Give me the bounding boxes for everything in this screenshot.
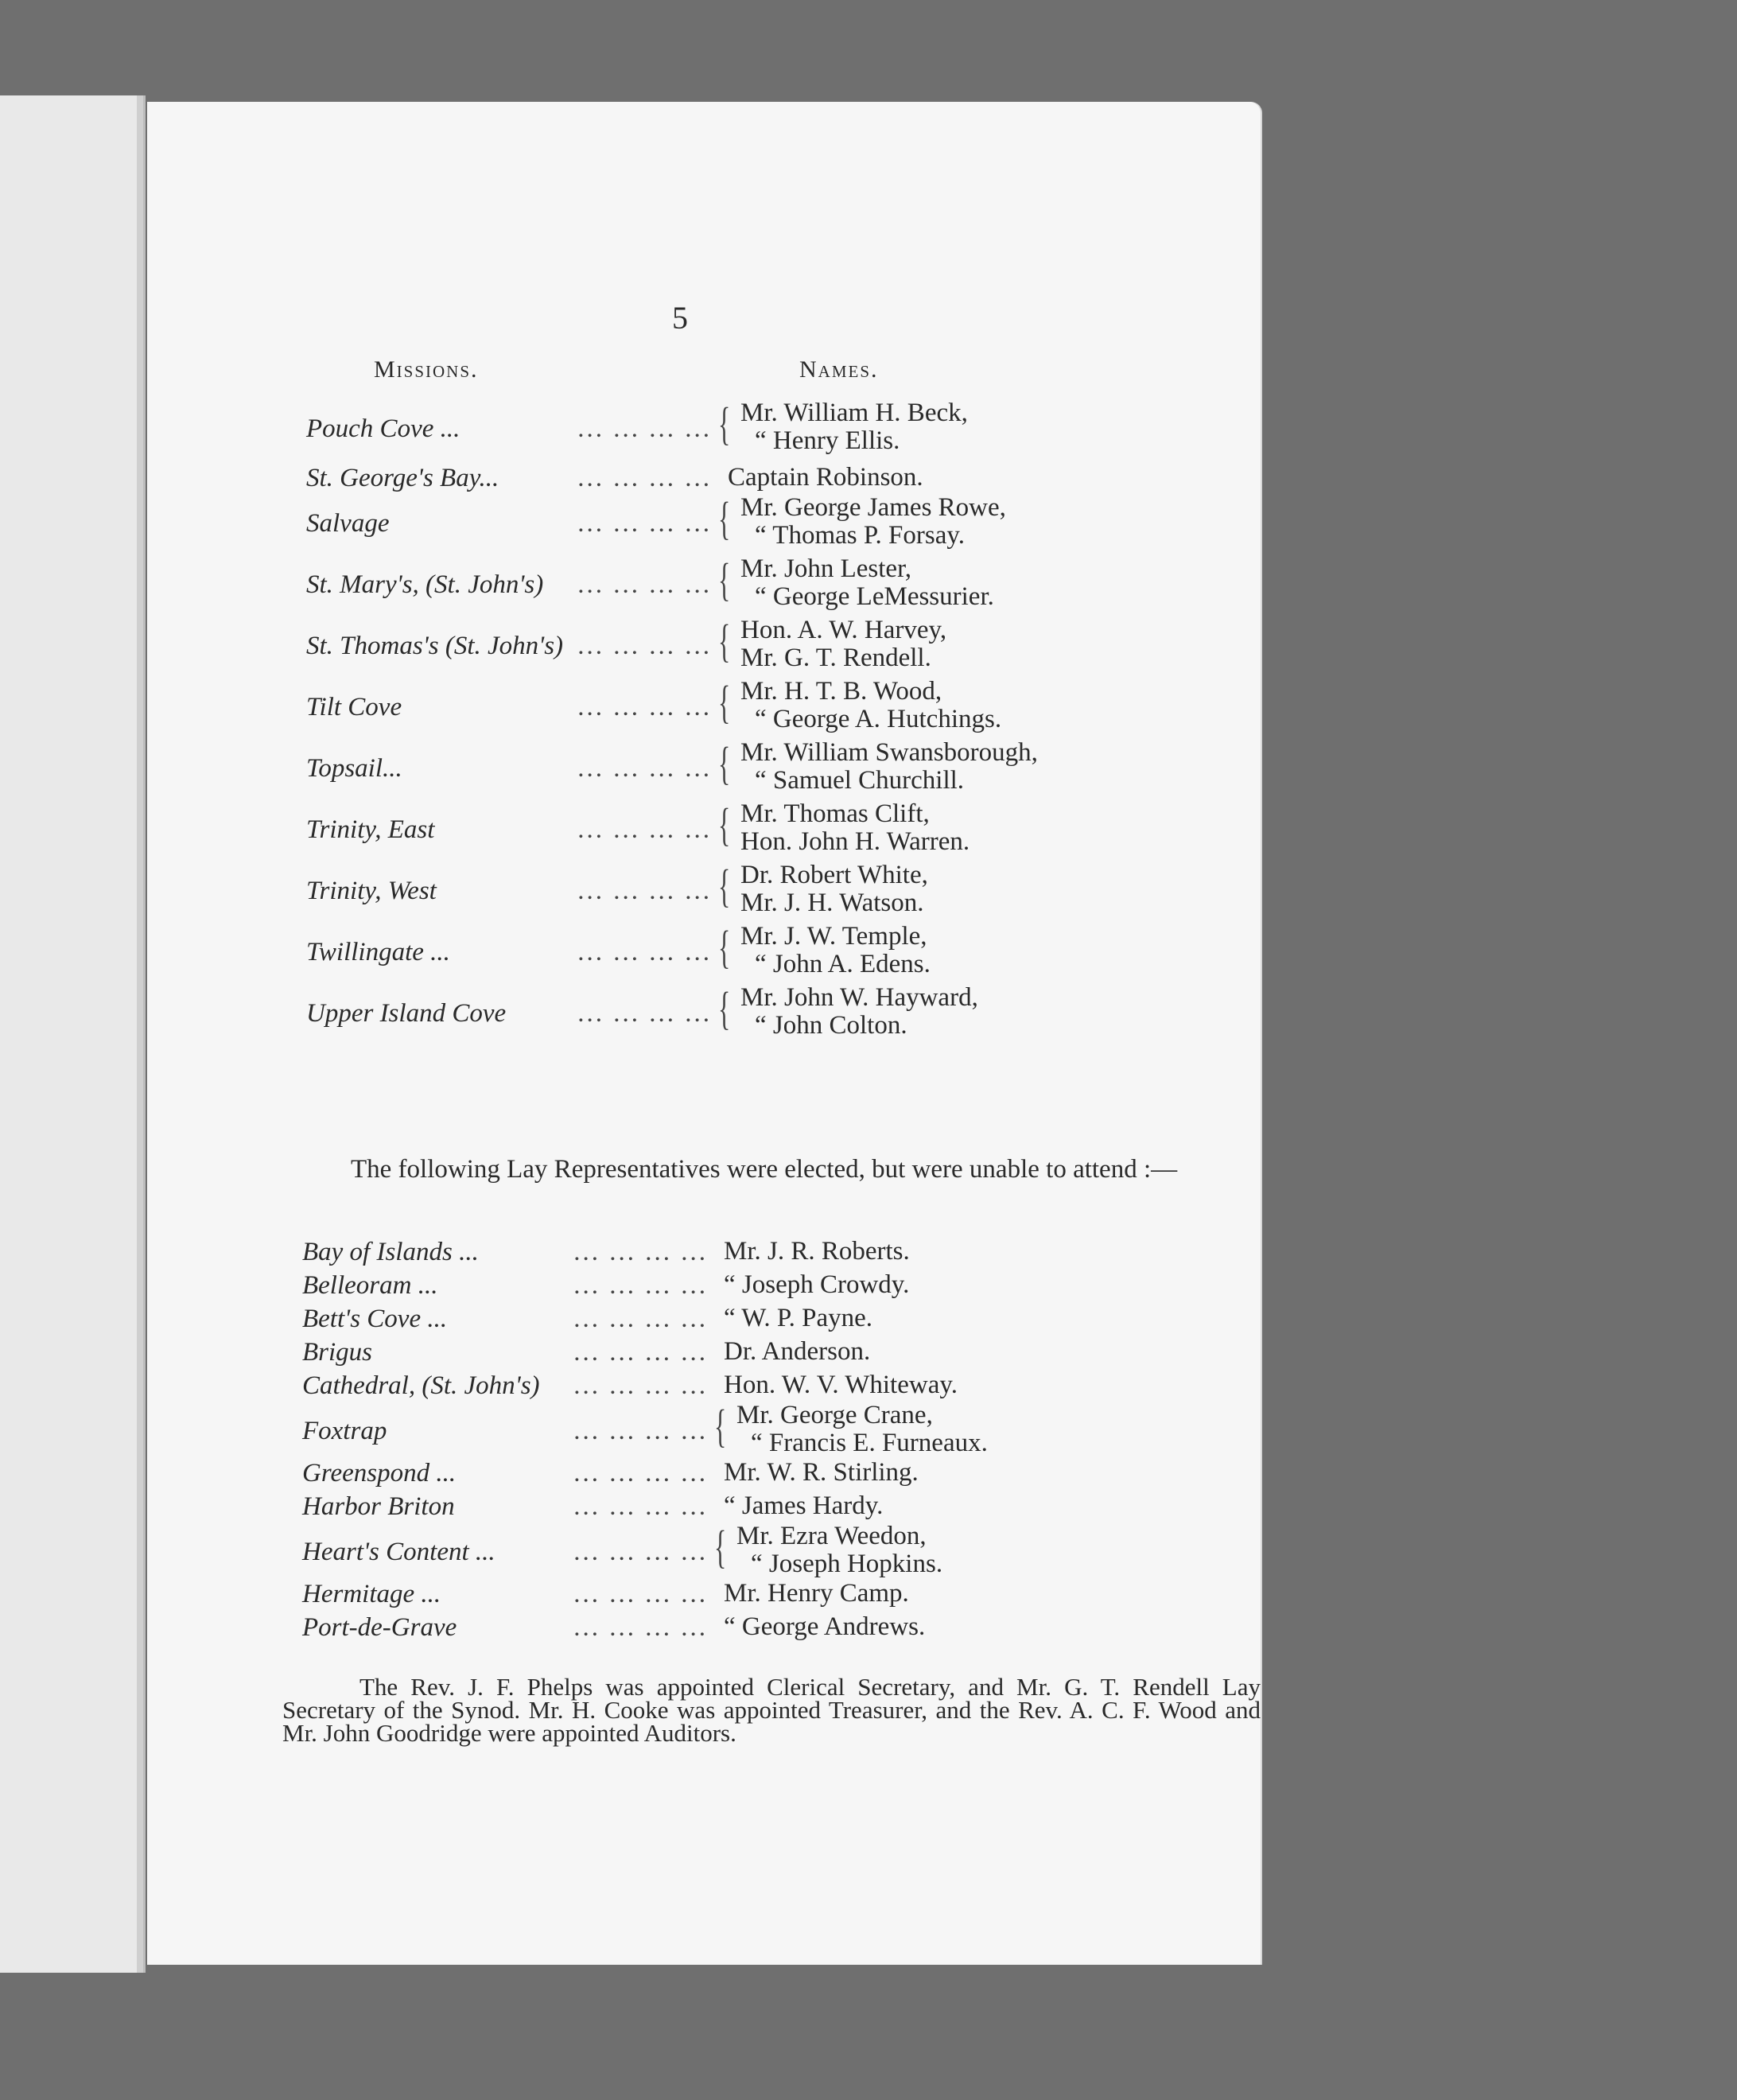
representative-names <box>724 1271 909 1299</box>
representative-name: “ George LeMessurier. <box>755 582 994 611</box>
representative-names <box>724 1305 872 1332</box>
representative-name: Dr. Anderson. <box>724 1337 871 1366</box>
mission-row <box>302 1238 1217 1270</box>
representative-names <box>740 494 1006 550</box>
representative-name: Mr. H. T. B. Wood, <box>740 677 942 706</box>
mission-row <box>306 799 1221 856</box>
mission-row <box>302 1338 1217 1370</box>
leader-dots: ... ... ... ... <box>573 1338 708 1367</box>
mission-name: Trinity, West <box>306 877 437 905</box>
brace: { <box>718 737 731 789</box>
representative-name: Dr. Robert White, <box>740 861 928 889</box>
facing-page-edge <box>0 95 146 1973</box>
mission-name: Harbor Briton <box>302 1492 455 1521</box>
leader-dots: ... ... ... ... <box>577 693 712 721</box>
leader-dots: ... ... ... ... <box>573 1238 708 1266</box>
representative-names <box>740 984 978 1040</box>
mission-name: Bay of Islands ... <box>302 1238 479 1266</box>
mission-row <box>306 737 1221 795</box>
mission-name: Foxtrap <box>302 1417 387 1445</box>
leader-dots: ... ... ... ... <box>573 1459 708 1488</box>
leader-dots: ... ... ... ... <box>573 1305 708 1333</box>
representative-names <box>724 1238 910 1266</box>
unable-intro: The following Lay Representatives were elected, but were unable to attend :— <box>351 1155 1178 1184</box>
leader-dots: ... ... ... ... <box>573 1371 708 1400</box>
leader-dots: ... ... ... ... <box>573 1492 708 1521</box>
representative-names <box>736 1402 988 1457</box>
mission-row <box>306 615 1221 672</box>
representative-name: “ George A. Hutchings. <box>755 705 1002 733</box>
brace: { <box>714 1521 727 1573</box>
representative-name: “ Joseph Crowdy. <box>724 1270 910 1299</box>
brace: { <box>718 921 731 973</box>
mission-row <box>302 1271 1217 1303</box>
page-fold <box>137 95 143 1973</box>
mission-name: Topsail... <box>306 754 402 783</box>
representative-name: “ Samuel Churchill. <box>755 766 965 795</box>
representative-name: “ W. P. Payne. <box>724 1304 873 1332</box>
mission-row <box>302 1305 1217 1336</box>
brace: { <box>714 1400 727 1452</box>
leader-dots: ... ... ... ... <box>573 1271 708 1300</box>
mission-row <box>302 1580 1217 1612</box>
mission-name: Trinity, East <box>306 815 435 844</box>
mission-name: Bett's Cove ... <box>302 1305 448 1333</box>
representative-name: “ John Colton. <box>755 1011 907 1040</box>
mission-name: Brigus <box>302 1338 373 1367</box>
mission-row <box>306 464 1221 496</box>
mission-row <box>306 860 1221 917</box>
missions-header: Missions. <box>374 356 479 383</box>
leader-dots: ... ... ... ... <box>577 938 712 966</box>
representative-name: Mr. J. W. Temple, <box>740 922 927 951</box>
leader-dots: ... ... ... ... <box>573 1613 708 1642</box>
leader-dots: ... ... ... ... <box>577 414 712 443</box>
mission-row <box>306 554 1221 611</box>
representative-name: Mr. William Swansborough, <box>740 738 1038 767</box>
mission-name: Upper Island Cove <box>306 999 507 1028</box>
representative-name: Hon. A. W. Harvey, <box>740 616 947 644</box>
mission-row <box>302 1459 1217 1491</box>
representative-names <box>724 1492 883 1520</box>
representative-name: “ George Andrews. <box>724 1612 926 1641</box>
leader-dots: ... ... ... ... <box>577 815 712 844</box>
mission-row <box>306 982 1221 1040</box>
representative-name: “ James Hardy. <box>724 1491 884 1520</box>
names-header: Names. <box>799 356 879 383</box>
mission-name: Cathedral, (St. John's) <box>302 1371 540 1400</box>
brace: { <box>718 554 731 605</box>
leader-dots: ... ... ... ... <box>577 754 712 783</box>
representative-name: “ Henry Ellis. <box>755 426 900 455</box>
representative-names <box>724 1613 925 1641</box>
representative-names <box>740 861 928 917</box>
brace: { <box>718 492 731 544</box>
leader-dots: ... ... ... ... <box>577 999 712 1028</box>
mission-row <box>306 676 1221 733</box>
leader-dots: ... ... ... ... <box>577 877 712 905</box>
mission-row <box>302 1492 1217 1524</box>
closing-paragraph: The Rev. J. F. Phelps was appointed Clerical Secretary, and Mr. G. T. Rendell Lay Secretary of the Synod. Mr. H. Cooke was appointed Treasurer, and the Rev. A. C. F. Wood and Mr. John Goodridge were appointed Auditors. <box>282 1673 1261 1747</box>
representative-name: Mr. J. H. Watson. <box>740 889 924 917</box>
mission-name: Port-de-Grave <box>302 1613 457 1642</box>
representative-names <box>724 1459 919 1487</box>
leader-dots: ... ... ... ... <box>577 509 712 538</box>
brace: { <box>718 860 731 912</box>
representative-name: Mr. Henry Camp. <box>724 1579 909 1608</box>
representative-names <box>724 1371 958 1399</box>
brace: { <box>718 799 731 850</box>
leader-dots: ... ... ... ... <box>573 1580 708 1608</box>
representative-name: Mr. George James Rowe, <box>740 493 1006 522</box>
representative-names <box>740 555 994 611</box>
mission-name: Hermitage ... <box>302 1580 441 1608</box>
representative-name: “ Thomas P. Forsay. <box>755 521 965 550</box>
mission-name: Belleoram ... <box>302 1271 438 1300</box>
representative-name: Mr. Ezra Weedon, <box>736 1522 927 1550</box>
page-number: 5 <box>672 300 688 336</box>
representative-name: Hon. W. V. Whiteway. <box>724 1371 958 1399</box>
leader-dots: ... ... ... ... <box>573 1538 708 1566</box>
representative-name: Captain Robinson. <box>728 463 923 492</box>
representative-name: Hon. John H. Warren. <box>740 827 970 856</box>
representative-name: Mr. George Crane, <box>736 1401 933 1429</box>
representative-name: Mr. John W. Hayward, <box>740 983 978 1012</box>
representative-name: Mr. Thomas Clift, <box>740 799 930 828</box>
brace: { <box>718 615 731 667</box>
document-page <box>147 102 1261 1965</box>
mission-name: Twillingate ... <box>306 938 450 966</box>
mission-name: Heart's Content ... <box>302 1538 495 1566</box>
mission-name: St. George's Bay... <box>306 464 499 492</box>
representative-name: Mr. W. R. Stirling. <box>724 1458 919 1487</box>
representative-names <box>740 800 970 856</box>
mission-name: Salvage <box>306 509 390 538</box>
brace: { <box>718 398 731 449</box>
brace: { <box>718 982 731 1034</box>
representative-name: Mr. J. R. Roberts. <box>724 1237 910 1266</box>
representative-names <box>740 923 931 978</box>
representative-names <box>740 739 1038 795</box>
representative-names <box>736 1522 942 1578</box>
leader-dots: ... ... ... ... <box>577 632 712 660</box>
representative-name: Mr. William H. Beck, <box>740 399 968 427</box>
representative-name: “ John A. Edens. <box>755 950 931 978</box>
mission-name: Tilt Cove <box>306 693 402 721</box>
representative-names <box>740 399 968 455</box>
mission-row <box>302 1613 1217 1645</box>
leader-dots: ... ... ... ... <box>577 570 712 599</box>
representative-names <box>728 464 923 492</box>
representative-name: Mr. G. T. Rendell. <box>740 644 931 672</box>
mission-row <box>302 1400 1217 1457</box>
representative-names <box>724 1580 909 1608</box>
representative-name: “ Joseph Hopkins. <box>751 1550 943 1578</box>
mission-name: St. Mary's, (St. John's) <box>306 570 544 599</box>
mission-name: Greenspond ... <box>302 1459 457 1488</box>
mission-row <box>302 1521 1217 1578</box>
mission-name: St. Thomas's (St. John's) <box>306 632 564 660</box>
representative-names <box>740 678 1001 733</box>
mission-row <box>306 398 1221 455</box>
representative-names <box>740 616 946 672</box>
leader-dots: ... ... ... ... <box>577 464 712 492</box>
mission-row <box>306 921 1221 978</box>
brace: { <box>718 676 731 728</box>
representative-names <box>724 1338 870 1366</box>
mission-row <box>306 492 1221 550</box>
mission-row <box>302 1371 1217 1403</box>
representative-name: “ Francis E. Furneaux. <box>751 1429 988 1457</box>
representative-name: Mr. John Lester, <box>740 554 911 583</box>
mission-name: Pouch Cove ... <box>306 414 460 443</box>
leader-dots: ... ... ... ... <box>573 1417 708 1445</box>
